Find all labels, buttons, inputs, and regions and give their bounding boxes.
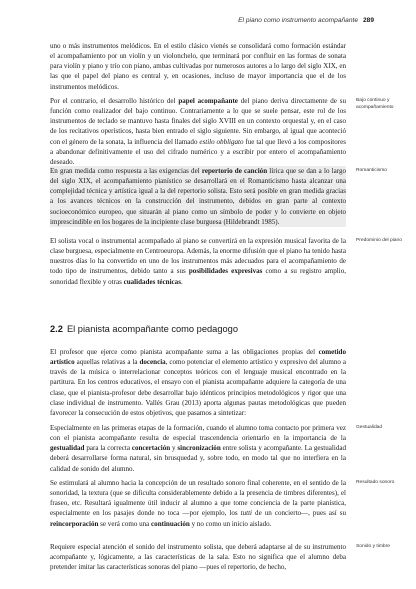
text-run: En gran medida como respuesta a las exigencias del	[50, 167, 202, 175]
page-number: 289	[362, 17, 374, 24]
text-run: y	[170, 444, 178, 453]
paragraph-4	[50, 236, 346, 287]
margin-note-romanticismo: Romanticismo	[356, 168, 387, 173]
text-run: uno o más instrumentos melódicos. En el estilo clásico vienés se consolidará como formación estándar el acompañamiento por un violín y un violonchelo, que terminará por confluir en las formas de sonata para violín y piano y trío con piano, ambas cultivadas por numerosos autores a lo largo del siglo XIX, en las que el papel del piano es central y, en ocasiones, incluso de mayor importancia que el de los instrumentos melódicos.	[50, 42, 346, 91]
text-run: de un concierto—, pues así su	[252, 509, 346, 518]
running-head	[50, 17, 374, 24]
bold-term: cualidades técnicas	[123, 277, 181, 286]
bold-term: repertorio de canción	[201, 167, 268, 175]
section-number: 2.2	[50, 324, 63, 334]
bold-term: papel acompañante	[178, 97, 238, 105]
text-run: Se estimulará al alumno hacia la concepción de un resultado sonoro final coherente, en el sentido de la sonoridad, la textura (que se dificulta considerablemente debido a la presencia de timbres diferentes), el fraseo, etc. Resultará igualmente útil inducir al alumno a que tome conciencia de la parte pianística, especialmente en los pasajes donde no toca —por ejemplo, los	[50, 479, 346, 518]
running-title: El piano como instrumento acompañante	[238, 17, 358, 24]
bold-term: docencia	[139, 358, 166, 367]
bold-term: sincronización	[177, 444, 221, 453]
paragraph-8	[50, 542, 346, 572]
bold-term: reincorporación	[50, 519, 99, 528]
text-run: del piano deriva directamente de su función como realizador del bajo continuo. Contrariamente a lo que se suele pensar, este rol de los instrumentos de teclado se mantuvo hasta finales del siglo XVIII en un contexto orquestal y, en el caso de los recitativos operísticos, hasta bien entrado el siglo siguiente. Sin embargo, al igual que aconteció con el género de la sonata, la influencia del llamado	[50, 97, 346, 146]
italic-term: estilo obbligato	[199, 137, 244, 146]
paragraph-1	[50, 41, 346, 92]
text-run: para la correcta	[84, 444, 132, 453]
text-run: El solista vocal o instrumental acompañado al piano se convertirá en la expresión musical favorita de la clase burguesa, especialmente en Centroeuropa. Además, la enorme difusión que el piano ha tenido hasta nuestros días lo ha convertido en uno de los instrumentos más adecuados para el acompañamiento de todo tipo de instrumentos, debido tanto a sus	[50, 237, 346, 276]
bold-term: posibilidades expresivas	[188, 267, 263, 276]
italic-term: tutti	[240, 509, 253, 518]
text-run: como a su registro amplio, sonoridad flexible y otras	[50, 267, 347, 286]
paragraph-7	[50, 478, 346, 529]
text-run: Especialmente en las primeras etapas de la formación, cuando el alumno toma contacto por primera vez con el pianista acompañante resulta de especial trascendencia orientarlo en la importancia de la	[50, 424, 346, 443]
paragraph-3	[50, 166, 346, 227]
paragraph-6	[50, 423, 346, 474]
margin-note-gestualidad: Gestualidad	[356, 425, 383, 430]
text-run: se verá como una	[98, 519, 152, 528]
text-run: .	[180, 277, 183, 286]
text-run: lírica que se dan a lo largo del siglo XIX, el acompañamiento pianístico se desarrollará en el Romanticismo hasta alcanzar una complejidad técnica y artística igual a la del repertorio solista. Esto será posible en gran medida gracias a los avances técnicos en la construcción del instrumento, debidos en gran parte al contexto socioeconómico europeo, que situarán al piano como un símbolo de poder y lo convierte en objeto imprescindible en los hogares de la incipiente clase burguesa (Hildebrandt 1985).	[50, 167, 346, 226]
paragraph-5	[50, 347, 346, 418]
section-title: El pianista acompañante como pedagogo	[66, 324, 239, 334]
text-run: Por el contrario, el desarrollo histórico del	[50, 97, 179, 105]
text-run: y no como un inicio aislado.	[189, 519, 272, 528]
bold-term: continuación	[151, 519, 190, 528]
bold-term: concertación	[131, 444, 171, 453]
text-run: , como potenciar el elemento artístico y expresivo del alumno a través de la música o interrelacionar conceptos teóricos con el lenguaje musical encontrado en la partitura. En los centros educativos, el ensayo con el pianista acompañante adquiere la categoría de una clase, que el pianista-profesor debe desarrollar bajo idénticos principios metodológicos y rigor que una clase individual de instrumento. Vallés Grau (2013) aporta algunas pautas metodológicas que pueden favorecer la consecución de estos objetivos, que pasamos a sintetizar:	[50, 358, 346, 417]
text-run: fue tal que llevó a los compositores a abandonar definitivamente el uso del cifrado numérico y a escribir por entero el acompañamiento deseado.	[50, 137, 346, 166]
paragraph-2	[50, 96, 346, 167]
margin-note-sonido-timbre: Sonido y timbre	[356, 544, 390, 549]
text-run: aquellas relativas a la	[74, 358, 140, 367]
margin-note-bajo-continuo: Bajo continuo y acompañamiento	[356, 98, 394, 110]
text-run: El profesor que ejerce como pianista acompañante suma a las obligaciones propias del	[50, 348, 319, 356]
bold-term: cometido artístico	[50, 348, 346, 367]
text-run: Requiere especial atención el sonido del instrumento solista, que deberá adaptarse al de su instrumento acompañante y, lógicamente, a las características de la sala. Esto no significa que el alumno deba pretender imitar las características sonoras del piano —pues el repertorio, de hecho,	[50, 543, 346, 572]
section-heading	[50, 324, 238, 334]
margin-note-predominio: Predominio del piano	[356, 238, 402, 243]
margin-note-resultado-sonoro: Resultado sonoro	[356, 480, 395, 485]
bold-term: gestualidad	[50, 444, 85, 453]
text-run: entre solista y acompañante. La gestualidad deberá desarrollarse forma natural, sin brusquedad y, sobre todo, en modo tal que no interfiera en la calidad de sonido del alumno.	[50, 444, 346, 473]
